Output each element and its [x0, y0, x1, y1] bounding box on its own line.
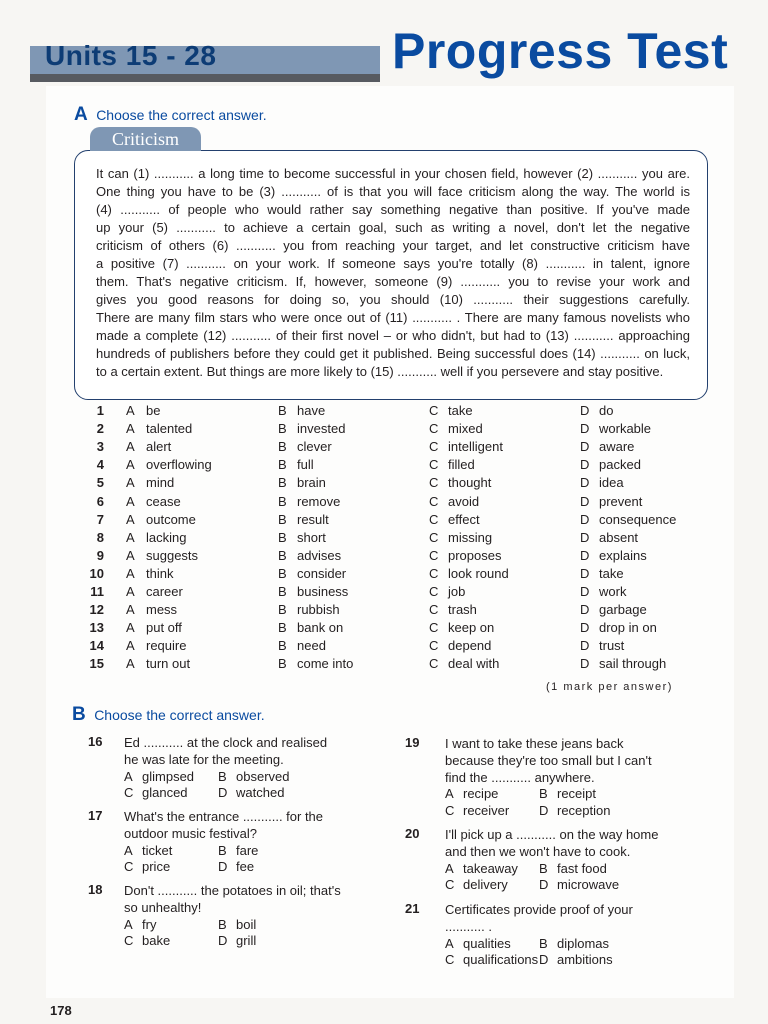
choice-word[interactable]: ticket — [142, 842, 173, 858]
option-word[interactable]: need — [297, 638, 326, 654]
option-number: 2 — [96, 421, 104, 437]
option-word[interactable]: trash — [448, 602, 477, 618]
option-letter: B — [278, 457, 287, 473]
option-number: 6 — [96, 493, 104, 509]
option-letter: D — [580, 439, 590, 455]
option-word[interactable]: talented — [146, 421, 193, 437]
choice-letter: C — [445, 877, 455, 893]
option-word[interactable]: lacking — [146, 529, 187, 545]
option-number: 9 — [96, 547, 104, 563]
option-number: 15 — [89, 656, 104, 672]
option-word[interactable]: trust — [599, 638, 625, 654]
option-word[interactable]: invested — [297, 421, 346, 437]
option-letter: C — [429, 529, 439, 545]
option-letter: D — [580, 565, 590, 581]
option-letter: B — [278, 439, 287, 455]
option-word[interactable]: missing — [448, 529, 493, 545]
option-letter: B — [278, 620, 287, 636]
option-word[interactable]: proposes — [448, 547, 502, 563]
choice-word[interactable]: reception — [557, 803, 611, 819]
choice-letter: D — [218, 933, 228, 949]
choice-letter: B — [539, 786, 548, 802]
option-word[interactable]: take — [599, 565, 624, 581]
option-word[interactable]: bank on — [297, 620, 344, 636]
option-letter: A — [126, 620, 135, 636]
option-word[interactable]: idea — [599, 475, 624, 491]
passage-line: a positive (7) ........... on your work. If someone says you're totally (8) ........... in talent, ignore — [96, 256, 690, 271]
option-word[interactable]: business — [297, 584, 349, 599]
choice-word[interactable]: ambitions — [557, 952, 613, 968]
choice-word[interactable]: receiver — [463, 803, 510, 819]
option-letter: A — [126, 439, 135, 455]
option-word[interactable]: depend — [448, 638, 492, 654]
option-word[interactable]: require — [146, 638, 187, 654]
option-letter: C — [429, 638, 439, 654]
option-letter: C — [429, 620, 439, 636]
choice-letter: B — [539, 860, 548, 876]
option-word[interactable]: look round — [448, 565, 509, 581]
option-letter: B — [278, 584, 287, 599]
option-word[interactable]: think — [146, 565, 174, 581]
option-letter: D — [580, 457, 590, 473]
option-word[interactable]: overflowing — [146, 457, 212, 473]
section-a-heading — [74, 104, 267, 126]
option-letter: B — [278, 602, 287, 618]
choice-word[interactable]: boil — [236, 916, 257, 932]
option-letter: B — [278, 403, 287, 418]
choice-letter: B — [218, 768, 227, 784]
choice-word[interactable]: grill — [236, 933, 257, 949]
option-word[interactable]: career — [146, 584, 183, 599]
option-number: 4 — [96, 457, 104, 473]
page-number: 178 — [50, 1003, 72, 1018]
option-letter: C — [429, 421, 439, 437]
choice-letter: B — [218, 842, 227, 858]
option-letter: C — [429, 403, 439, 418]
question-text: Certificates provide proof of your — [445, 902, 633, 917]
option-letter: D — [580, 620, 590, 636]
option-word[interactable]: full — [297, 457, 314, 473]
option-letter: A — [126, 602, 135, 618]
option-word[interactable]: garbage — [599, 602, 647, 618]
option-letter: C — [429, 493, 439, 509]
choice-letter: A — [445, 935, 454, 951]
text-title-tab: Criticism — [90, 127, 201, 151]
choice-letter: D — [218, 859, 228, 875]
option-letter: B — [278, 656, 287, 672]
choice-word[interactable]: fare — [236, 842, 259, 858]
option-letter: A — [126, 584, 135, 599]
option-letter: D — [580, 656, 590, 672]
option-letter: A — [126, 475, 135, 491]
option-number: 3 — [96, 439, 104, 455]
option-number: 5 — [96, 475, 104, 491]
question-text: ........... . — [445, 918, 492, 934]
option-word[interactable]: turn out — [146, 656, 191, 672]
option-letter: C — [429, 547, 439, 563]
option-word[interactable]: mess — [146, 602, 178, 618]
option-number: 11 — [90, 584, 104, 599]
passage-line: hundreds of publishers before they could get it published. Being successful does (14) ........... on luck, — [96, 346, 690, 361]
choice-word[interactable]: takeaway — [463, 860, 518, 876]
option-letter: C — [429, 602, 439, 618]
option-word[interactable]: consequence — [599, 511, 677, 527]
option-letter: A — [126, 403, 135, 418]
question-text: and then we won't have to cook. — [445, 843, 631, 859]
option-letter: C — [429, 511, 439, 527]
choice-letter: A — [445, 860, 454, 876]
option-letter: D — [580, 421, 590, 437]
option-word[interactable]: filled — [448, 457, 475, 473]
choice-word[interactable]: recipe — [463, 786, 499, 802]
option-word[interactable]: put off — [146, 620, 182, 636]
option-letter: B — [278, 421, 287, 437]
choice-word[interactable]: glimpsed — [142, 768, 195, 784]
option-word[interactable]: suggests — [146, 547, 199, 563]
option-letter: B — [278, 493, 287, 509]
option-number: 14 — [89, 638, 104, 654]
option-number: 1 — [96, 403, 104, 418]
option-letter: B — [278, 547, 287, 563]
choice-letter: C — [124, 785, 134, 801]
section-instruction: Choose the correct answer. — [94, 707, 265, 723]
choice-letter: A — [124, 768, 133, 784]
option-letter: A — [126, 529, 135, 545]
option-word[interactable]: alert — [146, 439, 172, 455]
passage-line: made a complete (12) ........... of their first novel – or who didn't, but had to (13) ........... approaching — [96, 328, 690, 343]
choice-word[interactable]: price — [142, 859, 171, 875]
question-text: because they're too small but I can't — [445, 752, 652, 768]
choice-word[interactable]: qualifications — [463, 952, 539, 968]
option-word[interactable]: prevent — [599, 493, 643, 509]
choice-letter: D — [539, 952, 549, 968]
question-number: 18 — [88, 882, 103, 897]
question-text: I want to take these jeans back — [445, 736, 624, 751]
option-letter: A — [126, 565, 135, 581]
option-letter: B — [278, 565, 287, 581]
option-word[interactable]: consider — [297, 565, 347, 581]
option-word[interactable]: job — [448, 584, 466, 599]
option-word[interactable]: thought — [448, 475, 492, 491]
choice-letter: A — [124, 842, 133, 858]
option-letter: B — [278, 638, 287, 654]
option-word[interactable]: effect — [448, 511, 480, 527]
option-letter: B — [278, 475, 287, 491]
question-text: outdoor music festival? — [124, 825, 257, 841]
option-letter: D — [580, 584, 590, 599]
passage-line: One thing you have to be (3) ........... of is that you will face criticism along the way. The world is — [96, 184, 690, 199]
question-text: find the ........... anywhere. — [445, 769, 595, 785]
option-number: 7 — [96, 511, 104, 527]
option-letter: A — [126, 511, 135, 527]
choice-word[interactable]: fast food — [557, 860, 607, 876]
option-word[interactable]: explains — [599, 547, 647, 563]
option-word[interactable]: work — [599, 584, 627, 599]
option-letter: A — [126, 656, 135, 672]
option-letter: D — [580, 638, 590, 654]
option-word[interactable]: remove — [297, 493, 341, 509]
option-number: 12 — [89, 602, 104, 618]
choice-letter: C — [124, 933, 134, 949]
passage-line: them. That's negative criticism. If, however, someone (9) ........... you to revise your work and — [96, 274, 690, 289]
choice-word[interactable]: observed — [236, 768, 290, 784]
choice-word[interactable]: delivery — [463, 877, 508, 893]
choice-letter: D — [539, 877, 549, 893]
option-word[interactable]: rubbish — [297, 602, 340, 618]
choice-letter: C — [445, 952, 455, 968]
passage-line: criticism of others (6) ........... you from reaching your target, and let constructive criticism have — [96, 238, 690, 253]
choice-word[interactable]: microwave — [557, 877, 620, 893]
choice-word[interactable]: diplomas — [557, 935, 610, 951]
question-text: he was late for the meeting. — [124, 751, 284, 767]
option-letter: D — [580, 529, 590, 545]
choice-word[interactable]: bake — [142, 933, 171, 949]
option-word[interactable]: intelligent — [448, 439, 503, 455]
choice-letter: B — [539, 935, 548, 951]
passage-line: to a certain extent. But things are more likely to (15) ........... well if you persevere and stay positive. — [96, 364, 664, 379]
option-word[interactable]: short — [297, 529, 326, 545]
option-word[interactable]: sail through — [599, 656, 667, 672]
choice-letter: D — [539, 803, 549, 819]
choice-letter: A — [445, 786, 454, 802]
option-letter: D — [580, 511, 590, 527]
option-letter: A — [126, 421, 135, 437]
question-text: so unhealthy! — [124, 899, 202, 915]
option-word[interactable]: come into — [297, 656, 354, 672]
choice-word[interactable]: receipt — [557, 786, 597, 802]
option-letter: C — [429, 475, 439, 491]
section-instruction: Choose the correct answer. — [96, 107, 267, 123]
option-letter: D — [580, 493, 590, 509]
option-letter: C — [429, 584, 439, 599]
option-letter: A — [126, 547, 135, 563]
option-letter: D — [580, 602, 590, 618]
option-letter: C — [429, 439, 439, 455]
option-number: 8 — [96, 529, 104, 545]
passage-line: There are many film stars who were once out of (11) ........... . There are many famous novelists who — [96, 310, 690, 325]
option-letter: D — [580, 547, 590, 563]
question-text: What's the entrance ........... for the — [124, 809, 324, 824]
question-text: Ed ........... at the clock and realised — [124, 735, 328, 750]
option-letter: C — [429, 656, 439, 672]
page-header — [0, 0, 768, 86]
choice-letter: C — [124, 859, 134, 875]
option-word[interactable]: absent — [599, 529, 639, 545]
option-word[interactable]: clever — [297, 439, 332, 455]
section-letter: A — [74, 104, 88, 125]
option-word[interactable]: avoid — [448, 493, 480, 509]
passage-line: up your (5) ........... to achieve a certain goal, such as writing a novel, don't let the negative — [96, 220, 690, 235]
page-title: Progress Test — [380, 20, 768, 144]
question-number: 16 — [88, 734, 103, 749]
option-word[interactable]: mixed — [448, 421, 483, 437]
option-word[interactable]: aware — [599, 439, 635, 455]
section-letter: B — [72, 704, 86, 725]
option-letter: B — [278, 529, 287, 545]
option-letter: C — [429, 457, 439, 473]
question-text: I'll pick up a ........... on the way home — [445, 827, 659, 842]
option-letter: A — [126, 638, 135, 654]
option-word[interactable]: keep on — [448, 620, 495, 636]
passage-line: It can (1) ........... a long time to become successful in your chosen field, however (2) ........... you are. — [96, 166, 690, 181]
marks-note: (1 mark per answer) — [546, 681, 673, 693]
option-word[interactable]: have — [297, 403, 326, 418]
option-number: 13 — [89, 620, 104, 636]
question-text: Don't ........... the potatoes in oil; that's — [124, 883, 341, 898]
choice-letter: A — [124, 916, 133, 932]
question-number: 17 — [88, 808, 103, 823]
option-word[interactable]: workable — [599, 421, 652, 437]
passage-line: gives you good reasons for doing so, you should (10) ........... their suggestions carefully. — [96, 292, 690, 307]
option-number: 10 — [89, 565, 104, 581]
choice-letter: D — [218, 785, 228, 801]
option-word[interactable]: packed — [599, 457, 641, 473]
option-word[interactable]: result — [297, 511, 329, 527]
choice-word[interactable]: qualities — [463, 935, 511, 951]
choice-word[interactable]: fry — [142, 916, 157, 932]
question-number: 20 — [405, 826, 420, 841]
option-letter: B — [278, 511, 287, 527]
option-letter: C — [429, 565, 439, 581]
option-word[interactable]: take — [448, 403, 473, 418]
option-word[interactable]: brain — [297, 475, 326, 491]
option-letter: D — [580, 475, 590, 491]
option-letter: A — [126, 493, 135, 509]
option-word[interactable]: deal with — [448, 656, 500, 672]
passage-line: (4) ........... of people who would rather say something negative than positive. If you've made — [96, 202, 690, 217]
choice-word[interactable]: fee — [236, 859, 255, 875]
option-word[interactable]: cease — [146, 493, 181, 509]
option-word[interactable]: outcome — [146, 511, 196, 527]
choice-letter: B — [218, 916, 227, 932]
units-label: Units 15 - 28 — [45, 40, 217, 71]
option-word[interactable]: advises — [297, 547, 342, 563]
section-b-heading — [72, 704, 265, 726]
option-letter: D — [580, 403, 590, 418]
option-word[interactable]: do — [599, 403, 614, 418]
question-number: 19 — [405, 735, 420, 750]
choice-word[interactable]: watched — [236, 785, 285, 801]
option-word[interactable]: mind — [146, 475, 175, 491]
choice-word[interactable]: glanced — [142, 785, 188, 801]
choice-letter: C — [445, 803, 455, 819]
option-word[interactable]: be — [146, 403, 161, 418]
question-number: 21 — [405, 901, 420, 916]
option-letter: A — [126, 457, 135, 473]
option-word[interactable]: drop in on — [599, 620, 657, 636]
